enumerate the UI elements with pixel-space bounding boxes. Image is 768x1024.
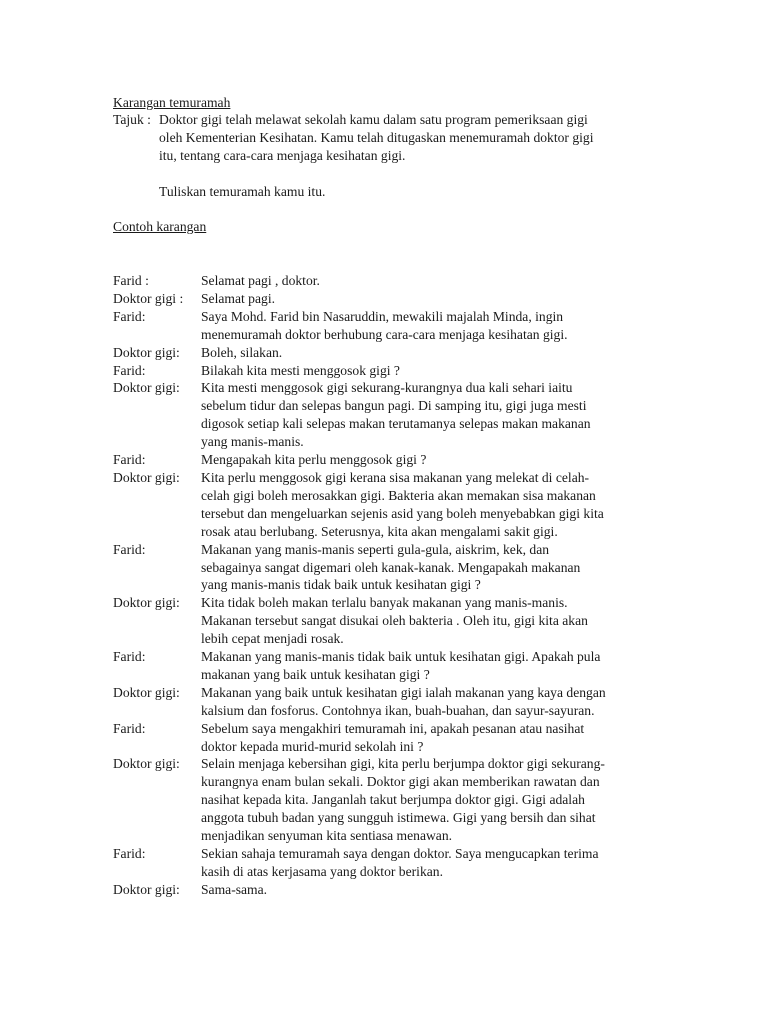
speech-text <box>201 379 673 451</box>
dialogue-turn <box>113 845 673 881</box>
speech-text <box>201 541 673 595</box>
speech-line: yang manis-manis. <box>201 434 304 450</box>
speaker-label: Doktor gigi: <box>113 344 180 360</box>
speaker-label: Farid: <box>113 452 146 468</box>
speech-text <box>201 308 673 344</box>
speech-text <box>201 845 673 881</box>
speech-line: digosok setiap kali selepas makan terutamanya selepas makan makanan <box>201 416 591 432</box>
speaker-label: Farid: <box>113 720 146 736</box>
speech-line: lebih cepat menjadi rosak. <box>201 631 344 647</box>
dialogue-turn <box>113 881 673 899</box>
speech-text <box>201 881 673 899</box>
dialogue-turn <box>113 379 673 451</box>
speech-line: kasih di atas kerjasama yang doktor berikan. <box>201 863 443 879</box>
speech-line: Selamat pagi. <box>201 290 275 306</box>
speech-text <box>201 469 673 541</box>
speech-line: Bilakah kita mesti menggosok gigi ? <box>201 362 400 378</box>
speech-line: Makanan tersebut sangat disukai oleh bakteria . Oleh itu, gigi kita akan <box>201 613 588 629</box>
speech-line: doktor kepada murid-murid sekolah ini ? <box>201 738 424 754</box>
speech-line: Sekian sahaja temuramah saya dengan doktor. Saya mengucapkan terima <box>201 846 599 861</box>
speech-text <box>201 648 673 684</box>
speaker-label: Doktor gigi: <box>113 469 180 485</box>
speaker-label: Farid: <box>113 846 146 861</box>
tajuk-label: Tajuk : <box>113 112 151 127</box>
speech-line: Kita perlu menggosok gigi kerana sisa makanan yang melekat di celah- <box>201 469 590 485</box>
document-title: Karangan temuramah <box>113 95 231 110</box>
speech-line: kalsium dan fosforus. Contohnya ikan, buah-buahan, dan sayur-sayuran. <box>201 702 595 718</box>
speech-line: Makanan yang baik untuk kesihatan gigi ialah makanan yang kaya dengan <box>201 684 606 700</box>
speech-line: kurangnya enam bulan sekali. Doktor gigi akan memberikan rawatan dan <box>201 774 600 790</box>
speech-text <box>201 344 673 362</box>
dialogue-turn <box>113 451 673 469</box>
speech-line: Sama-sama. <box>201 881 268 897</box>
speech-line: sebelum tidur dan selepas bangun pagi. Di samping itu, gigi juga mesti <box>201 398 587 414</box>
dialogue-turn <box>113 648 673 684</box>
tajuk-line: oleh Kementerian Kesihatan. Kamu telah ditugaskan menemuramah doktor gigi <box>159 130 594 145</box>
speaker-label: Farid: <box>113 362 146 378</box>
speaker-label: Farid: <box>113 541 146 557</box>
speech-line: sebagainya sangat digemari oleh kanak-kanak. Mengapakah makanan <box>201 559 581 575</box>
dialogue-turn <box>113 344 673 362</box>
speech-text <box>201 594 673 648</box>
speech-line: menjadikan senyuman kita sentiasa menawan. <box>201 828 453 844</box>
speech-line: Boleh, silakan. <box>201 344 283 360</box>
speech-text <box>201 290 673 308</box>
speech-line: tersebut dan mengeluarkan sejenis asid yang boleh menyebabkan gigi kita <box>201 505 604 521</box>
speech-text <box>201 451 673 469</box>
contoh-heading: Contoh karangan <box>113 219 207 234</box>
speech-line: Mengapakah kita perlu menggosok gigi ? <box>201 452 427 468</box>
speech-line: makanan yang baik untuk kesihatan gigi ? <box>201 666 430 682</box>
speech-line: Saya Mohd. Farid bin Nasaruddin, mewakili majalah Minda, ingin <box>201 308 564 324</box>
speaker-label: Doktor gigi: <box>113 881 180 897</box>
speech-text <box>201 755 673 845</box>
speech-line: Kita mesti menggosok gigi sekurang-kurangnya dua kali sehari iaitu <box>201 380 573 396</box>
tajuk-line: Doktor gigi telah melawat sekolah kamu dalam satu program pemeriksaan gigi <box>159 112 588 127</box>
speech-line: menemuramah doktor berhubung cara-cara menjaga kesihatan gigi. <box>201 326 568 342</box>
speech-line: Makanan yang manis-manis tidak baik untuk kesihatan gigi. Apakah pula <box>201 649 601 665</box>
dialogue <box>113 272 673 899</box>
dialogue-turn <box>113 684 673 720</box>
dialogue-turn <box>113 541 673 595</box>
dialogue-turn <box>113 720 673 756</box>
speech-line: celah gigi boleh merosakkan gigi. Bakteria akan memakan sisa makanan <box>201 487 596 503</box>
speech-line: anggota tubuh badan yang sungguh istimewa. Gigi yang bersih dan sihat <box>201 810 596 826</box>
dialogue-turn <box>113 272 673 290</box>
speaker-label: Doktor gigi: <box>113 595 180 611</box>
speech-line: nasihat kepada kita. Janganlah takut berjumpa doktor gigi. Gigi adalah <box>201 792 585 808</box>
speech-line: Makanan yang manis-manis seperti gula-gula, aiskrim, kek, dan <box>201 541 550 557</box>
dialogue-turn <box>113 290 673 308</box>
speech-line: Kita tidak boleh makan terlalu banyak makanan yang manis-manis. <box>201 595 568 611</box>
speech-line: Selain menjaga kebersihan gigi, kita perlu berjumpa doktor gigi sekurang- <box>201 756 605 772</box>
speaker-label: Farid: <box>113 308 146 324</box>
speech-line: Selamat pagi , doktor. <box>201 273 320 288</box>
speech-line: Sebelum saya mengakhiri temuramah ini, apakah pesanan atau nasihat <box>201 720 585 736</box>
speaker-label: Doktor gigi : <box>113 290 184 306</box>
speech-text <box>201 272 673 290</box>
dialogue-turn <box>113 755 673 845</box>
instruction-text: Tuliskan temuramah kamu itu. <box>159 184 326 199</box>
speech-text <box>201 684 673 720</box>
speech-line: yang manis-manis tidak baik untuk kesihatan gigi ? <box>201 577 481 593</box>
tajuk-text <box>159 111 594 165</box>
speech-line: rosak atau berlubang. Seterusnya, kita akan mengalami sakit gigi. <box>201 523 558 539</box>
speaker-label: Doktor gigi: <box>113 380 180 396</box>
tajuk-line: itu, tentang cara-cara menjaga kesihatan gigi. <box>159 148 406 163</box>
speech-text <box>201 720 673 756</box>
speaker-label: Farid: <box>113 649 146 665</box>
speaker-label: Doktor gigi: <box>113 684 180 700</box>
speech-text <box>201 362 673 380</box>
dialogue-turn <box>113 594 673 648</box>
dialogue-turn <box>113 362 673 380</box>
speaker-label: Farid : <box>113 273 149 288</box>
dialogue-turn <box>113 308 673 344</box>
dialogue-turn <box>113 469 673 541</box>
speaker-label: Doktor gigi: <box>113 756 180 772</box>
